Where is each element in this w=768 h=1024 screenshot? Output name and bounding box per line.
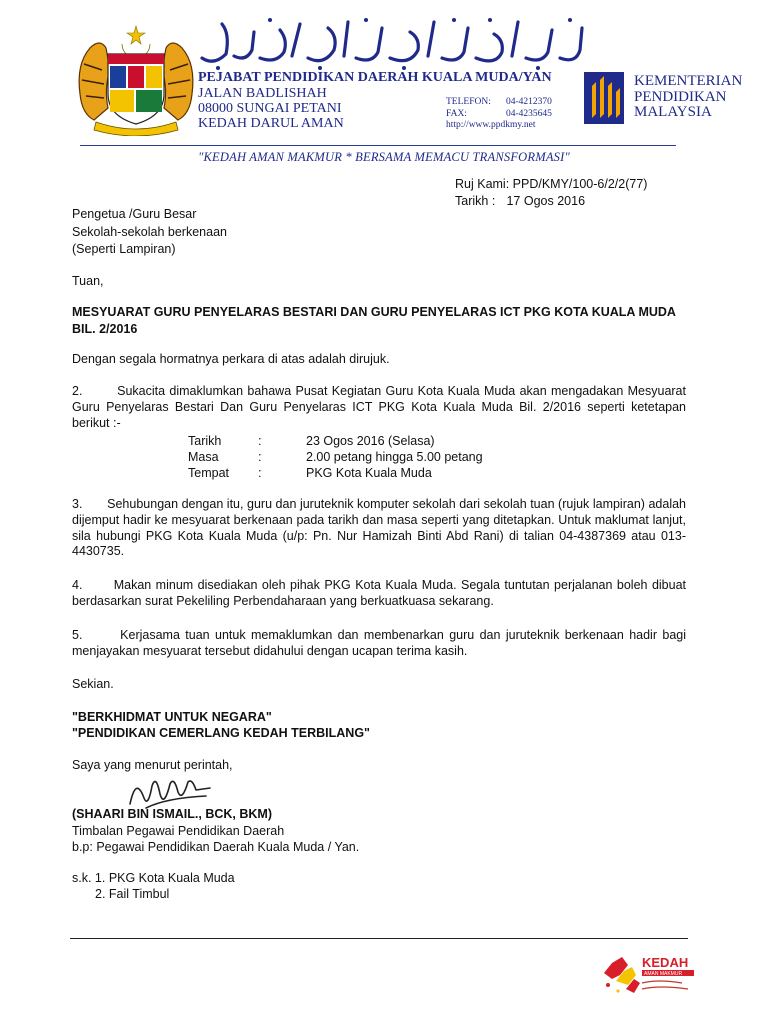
detail-row [188, 465, 483, 481]
paragraph-1: Dengan segala hormatnya perkara di atas adalah dirujuk. [72, 352, 390, 366]
malaysia-coat-of-arms-logo [74, 24, 198, 136]
salutation: Tuan, [72, 274, 104, 288]
paragraph-number: 5. [72, 628, 83, 642]
fax-number: 04-4235645 [506, 108, 552, 119]
fax-label: FAX: [446, 108, 467, 119]
cc-block [72, 870, 235, 902]
detail-sep: : [258, 434, 262, 448]
address-line: KEDAH DARUL AMAN [198, 116, 344, 131]
subject-line: MESYUARAT GURU PENYELARAS BESTARI DAN GURU PENYELARAS ICT PKG KOTA KUALA MUDA [72, 305, 676, 319]
closing-slogans [72, 709, 370, 741]
cc-line: 2. Fail Timbul [95, 887, 170, 901]
ministry-line: KEMENTERIAN [634, 73, 743, 89]
detail-label: Tarikh [188, 434, 222, 448]
slogan-line: "PENDIDIKAN CEMERLANG KEDAH TERBILANG" [72, 726, 370, 740]
kedah-word: KEDAH [642, 955, 689, 970]
detail-label: Tempat [188, 466, 229, 480]
footer-divider [70, 938, 688, 939]
recipient-line: (Seperti Lampiran) [72, 242, 176, 256]
ruj-value: PPD/KMY/100-6/2/2(77) [512, 177, 648, 191]
subject-line: BIL. 2/2016 [72, 322, 138, 336]
address-line: 08000 SUNGAI PETANI [198, 101, 342, 116]
paragraph-text: Sukacita dimaklumkan bahawa Pusat Kegiatan Guru Kota Kuala Muda akan mengadakan Mesyuarat Guru Penyelaras Bestari Dan Guru Penyelaras ICT PKG Kota Kuala Muda Bil. 2/2016 seperti ketetapan berikut :- [72, 384, 686, 430]
paragraph-4 [72, 578, 686, 610]
signatory-name: (SHAARI BIN ISMAIL., BCK, BKM) [72, 807, 272, 821]
paragraph-text: Makan minum disediakan oleh pihak PKG Kota Kuala Muda. Segala tuntutan perjalanan boleh dibuat berdasarkan surat Pekeliling Perbendaharaan yang berkuatkuasa sekarang. [72, 578, 687, 608]
ministry-line: PENDIDIKAN [634, 88, 727, 105]
recipient-block [72, 206, 227, 259]
office-name: PEJABAT PENDIDIKAN DAERAH KUALA MUDA/YAN [198, 70, 552, 85]
detail-sep: : [258, 466, 262, 480]
kedah-tagline: AMAN MAKMUR [644, 971, 683, 977]
telefon-label: TELEFON: [446, 97, 491, 107]
closing-sekian: Sekian. [72, 677, 114, 691]
ministry-line: MALAYSIA [634, 104, 712, 120]
office-contact [446, 97, 552, 132]
paragraph-3 [72, 497, 686, 560]
paragraph-2 [72, 384, 686, 431]
tarikh-label: Tarikh : [455, 194, 496, 208]
paragraph-5 [72, 628, 686, 660]
detail-label: Masa [188, 450, 219, 464]
meeting-details [188, 433, 483, 481]
subject-heading [72, 304, 676, 338]
kedah-state-logo [598, 945, 710, 997]
state-motto: "KEDAH AMAN MAKMUR * BERSAMA MEMACU TRANSFORMASI" [198, 150, 570, 164]
detail-value: 23 Ogos 2016 (Selasa) [306, 434, 435, 448]
detail-row [188, 433, 483, 449]
signatory-block [72, 806, 359, 856]
letterhead-divider [80, 145, 676, 146]
paragraph-number: 4. [72, 578, 83, 592]
reference-block [455, 176, 647, 210]
paragraph-number: 2. [72, 384, 83, 398]
paragraph-text: Kerjasama tuan untuk memaklumkan dan membenarkan guru dan juruteknik berkenaan hadir bagi menjayakan mesyuarat tersebut didahului dengan ucapan terima kasih. [72, 628, 687, 658]
jawi-office-title-logo [196, 14, 586, 72]
telefon-number: 04-4212370 [506, 97, 552, 107]
kpm-logo [584, 72, 624, 124]
signatory-bp: b.p: Pegawai Pendidikan Daerah Kuala Muda / Yan. [72, 840, 360, 854]
website-link[interactable]: http://www.ppdkmy.net [446, 120, 536, 130]
office-address [198, 86, 344, 131]
detail-row [188, 449, 483, 465]
detail-sep: : [258, 450, 262, 464]
cc-line: s.k. 1. PKG Kota Kuala Muda [72, 871, 235, 885]
signatory-title: Timbalan Pegawai Pendidikan Daerah [72, 823, 285, 838]
tarikh-value: 17 Ogos 2016 [506, 194, 586, 208]
address-line: JALAN BADLISHAH [198, 86, 327, 101]
closing-saya: Saya yang menurut perintah, [72, 758, 233, 772]
slogan-line: "BERKHIDMAT UNTUK NEGARA" [72, 710, 272, 724]
paragraph-text: Sehubungan dengan itu, guru dan juruteknik komputer sekolah dari sekolah tuan (rujuk lampiran) adalah dijemput hadir ke mesyuarat berkenaan pada tarikh dan masa seperti yang ditetapkan. Untuk maklumat lanjut, sila hubungi PKG Kota Kuala Muda (u/p: Pn. Nur Hamizah Binti Abd Rani) di talian 04-4387369 atau 013-4430735. [72, 497, 687, 559]
ruj-label: Ruj Kami: [455, 177, 510, 191]
detail-value: PKG Kota Kuala Muda [306, 466, 432, 480]
ministry-name [634, 74, 742, 121]
paragraph-number: 3. [72, 497, 83, 511]
detail-value: 2.00 petang hingga 5.00 petang [306, 450, 483, 464]
jawi-title-text: ڤجابت ڤنديديقن دائيره كوالا مودا/يان [196, 14, 212, 15]
recipient-line: Sekolah-sekolah berkenaan [72, 224, 227, 239]
recipient-line: Pengetua /Guru Besar [72, 207, 197, 221]
